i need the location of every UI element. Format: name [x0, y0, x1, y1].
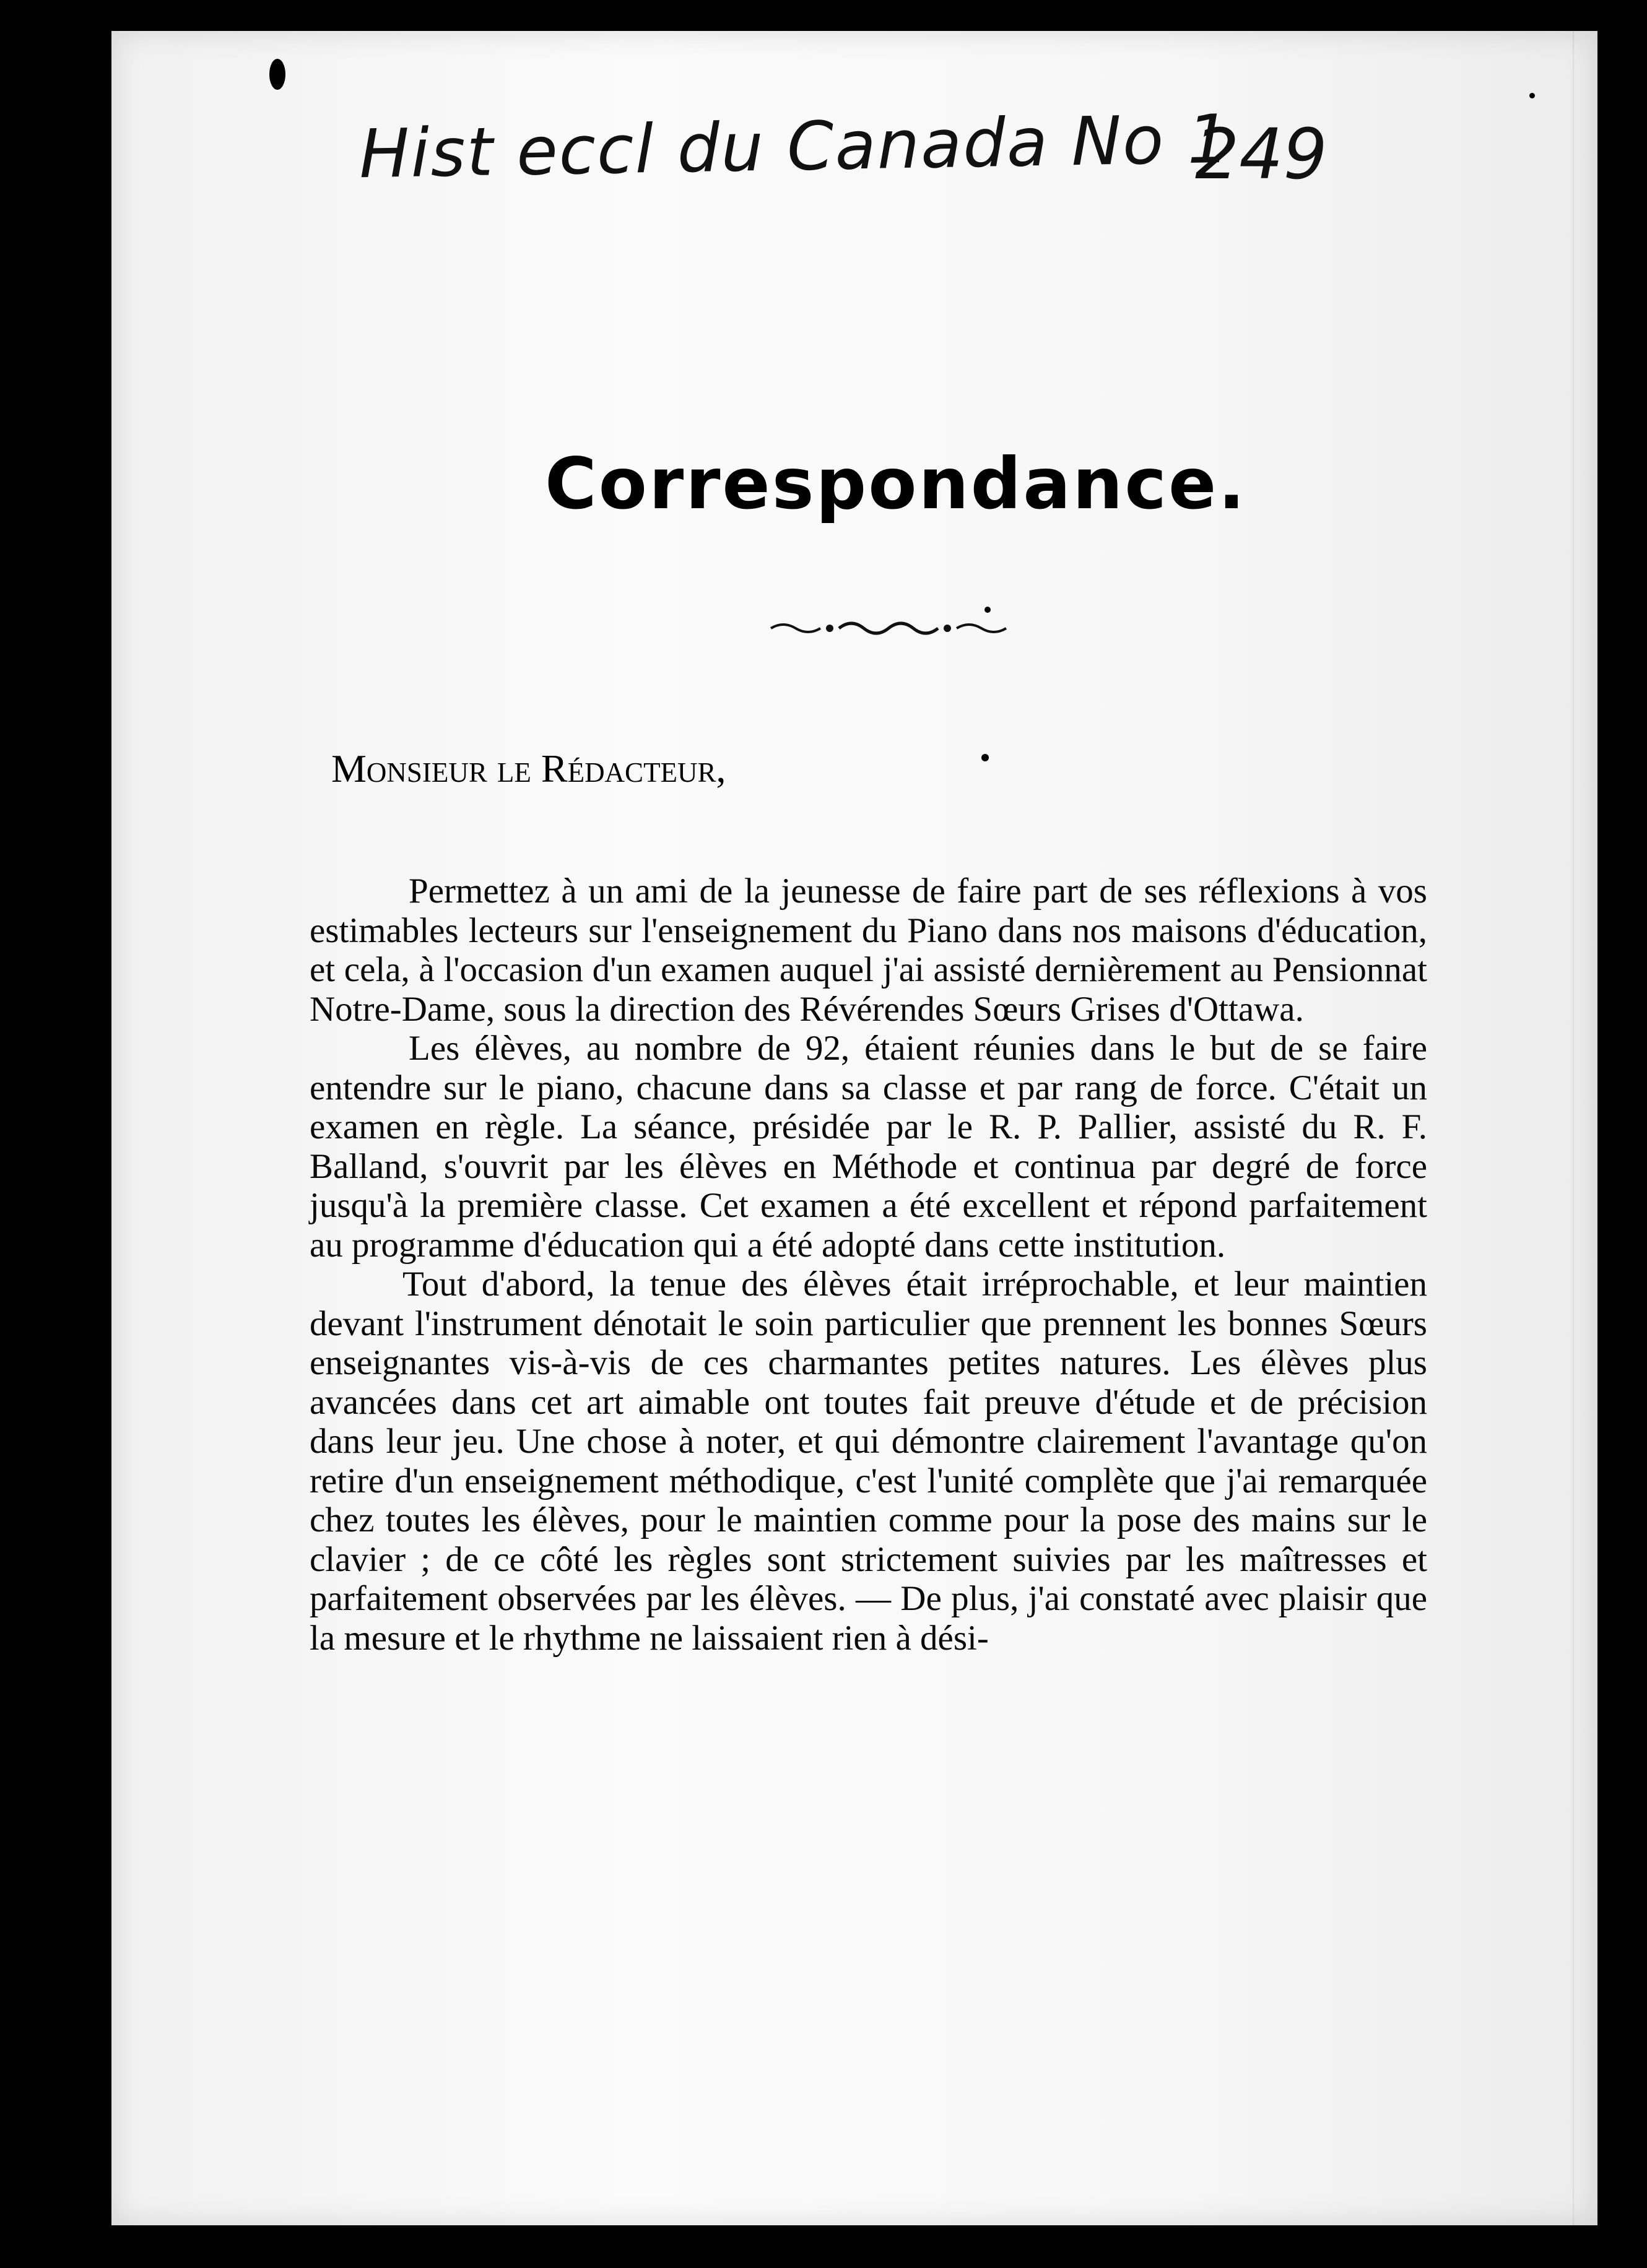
paragraph-3: Tout d'abord, la tenue des élèves était irréprochable, et leur maintien devant l'instrument dénotait le soin particulier que prennent les bonnes Sœurs enseignantes vis-à-vis de ces charmantes petites natures. Les élèves plus avancées dans cet art aimable ont toutes fait preuve d'étude et de précision dans leur jeu. Une chose à noter, et qui démontre clairement l'avantage qu'on retire d'un enseignement méthodique, c'est l'unité complète que j'ai remarquée chez toutes les élèves, pour le maintien comme pour la pose des mains sur le clavier ; de ce côté les règles sont strictement suivies par les maîtresses et parfaitement observées par les élèves. — De plus, j'ai constaté avec plaisir que la mesure et le rhythme ne laissaient rien à dési- [310, 1265, 1427, 1658]
ink-speck [981, 754, 989, 761]
page-crease [1573, 31, 1574, 2225]
salutation: Monsieur le Rédacteur, [331, 747, 726, 790]
ink-speck [269, 59, 285, 90]
article-body [310, 872, 1427, 1658]
ink-speck [1529, 93, 1535, 98]
ink-speck [984, 607, 991, 613]
handwritten-page-number: 249 [1195, 115, 1328, 195]
handwritten-reference-note: Hist eccl du Canada No 1 [359, 100, 1232, 194]
ornament-divider-icon [765, 616, 1012, 641]
paragraph-2: Les élèves, au nombre de 92, étaient réunies dans le but de se faire entendre sur le piano, chacune dans sa classe et par rang de force. C'était un examen en règle. La séance, présidée par le R. P. Pallier, assisté du R. F. Balland, s'ouvrit par les élèves en Méthode et continua par degré de force jusqu'à la première classe. Cet examen a été excellent et répond parfaitement au programme d'éducation qui a été adopté dans cette institution. [310, 1029, 1427, 1265]
article-title: Correspondance. [545, 443, 1247, 525]
paragraph-1: Permettez à un ami de la jeunesse de faire part de ses réflexions à vos estimables lecteurs sur l'enseignement du Piano dans nos maisons d'éducation, et cela, à l'occasion d'un examen auquel j'ai assisté dernièrement au Pensionnat Notre-Dame, sous la direction des Révérendes Sœurs Grises d'Ottawa. [310, 872, 1427, 1029]
